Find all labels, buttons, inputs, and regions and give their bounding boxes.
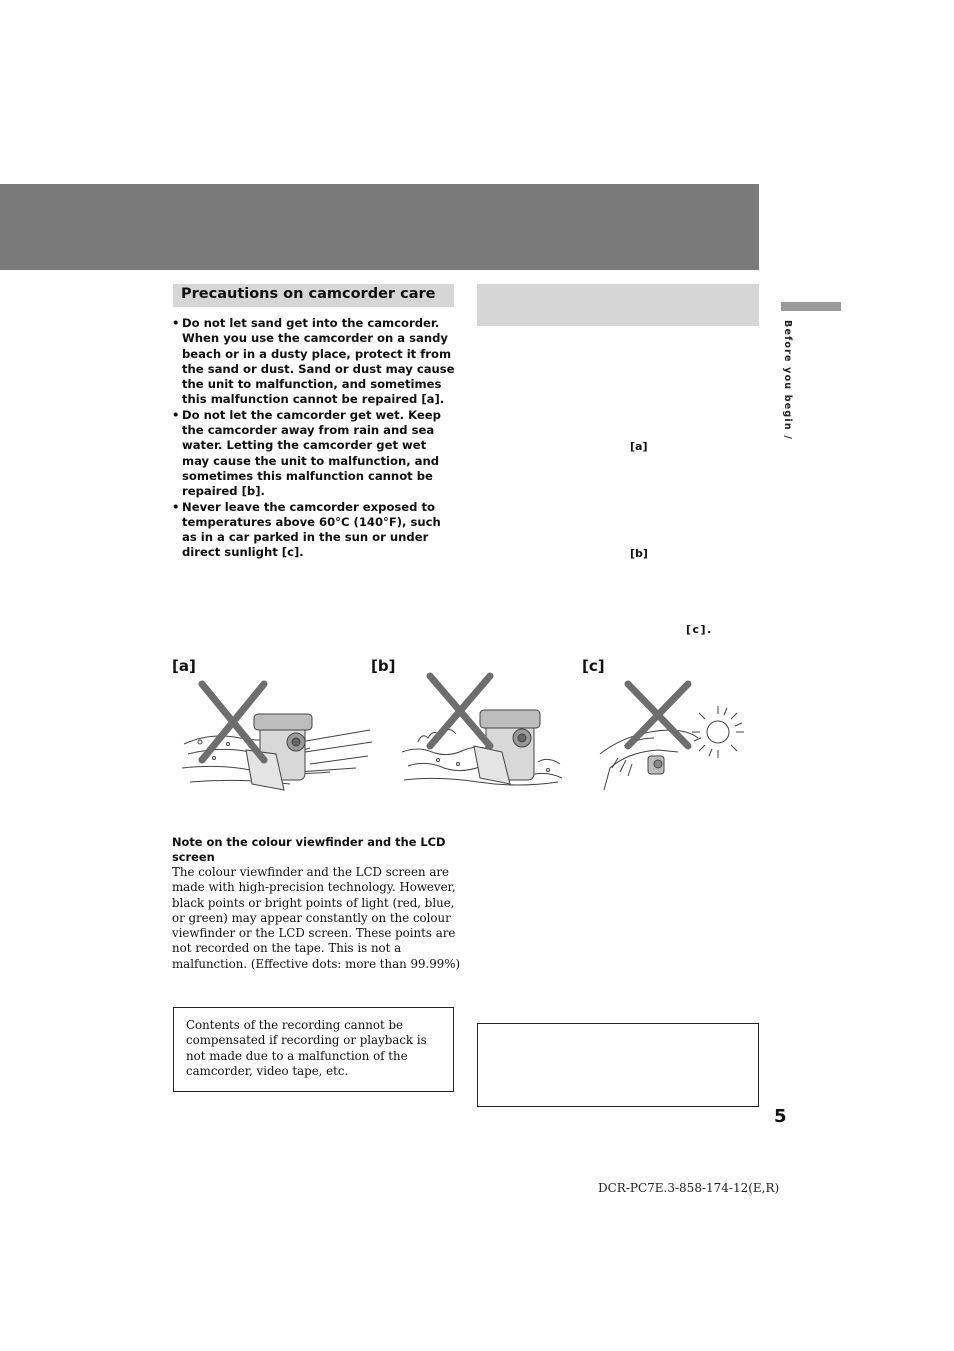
list-item-text: Do not let the camcorder get wet. Keep the camcorder away from rain and sea water. Letting the camcorder get wet may cause the unit to malfunction, and sometimes this malfunction cannot be repaired [b]. — [182, 407, 441, 499]
side-tab-label: Before you begin / — [782, 320, 793, 441]
figure-label-b: [b] — [371, 657, 396, 675]
page-number: 5 — [774, 1106, 787, 1127]
list-item-text: Never leave the camcorder exposed to temperatures above 60°C (140°F), such as in a car parked in the sun or under direct sunlight [c]. — [182, 499, 441, 560]
list-item — [172, 500, 456, 561]
note-title: Note on the colour viewfinder and the LCD screen — [172, 835, 446, 864]
precaution-list — [172, 316, 456, 561]
bullet-dot: • — [172, 499, 180, 514]
disclaimer-text: Contents of the recording cannot be compensated if recording or playback is not made due to a malfunction of the camcorder, video tape, etc. — [186, 1018, 427, 1078]
list-item-text: Do not let sand get into the camcorder. When you use the camcorder on a sandy beach or in a dusty place, protect it from the sand or dust. Sand or dust may cause the unit to malfunction, and sometimes this malfunction cannot be repaired [a]. — [182, 316, 455, 407]
sun-car-camcorder-illustration — [598, 672, 758, 797]
section-header-right — [477, 284, 759, 326]
section-title: Precautions on camcorder care — [181, 286, 436, 302]
bullet-dot: • — [172, 407, 180, 422]
note-body: The colour viewfinder and the LCD screen are made with high-precision technology. However, black points or bright points of light (red, blue, or green) may appear constantly on the colour viewfinder or the LCD screen. These points are not recorded on the tape. This is not a malfunction. (Effective dots: more than 99.99%) — [172, 865, 461, 971]
right-ref-a: [a] — [630, 440, 648, 453]
figure-label-a: [a] — [172, 657, 196, 675]
water-camcorder-illustration — [398, 672, 568, 797]
side-tab-marker — [781, 302, 841, 311]
figure-label-c: [c] — [582, 657, 605, 675]
disclaimer-box — [173, 1007, 454, 1092]
right-ref-c: [c]. — [686, 623, 713, 636]
right-ref-b: [b] — [630, 547, 648, 560]
footer-code: DCR-PC7E.3-858-174-12(E,R) — [598, 1181, 780, 1195]
list-item — [172, 408, 456, 500]
bullet-dot: • — [172, 316, 180, 330]
header-band — [0, 184, 759, 270]
disclaimer-box-right — [477, 1023, 759, 1107]
section-header — [173, 284, 454, 307]
sand-camcorder-illustration — [180, 672, 375, 797]
list-item — [172, 316, 456, 408]
